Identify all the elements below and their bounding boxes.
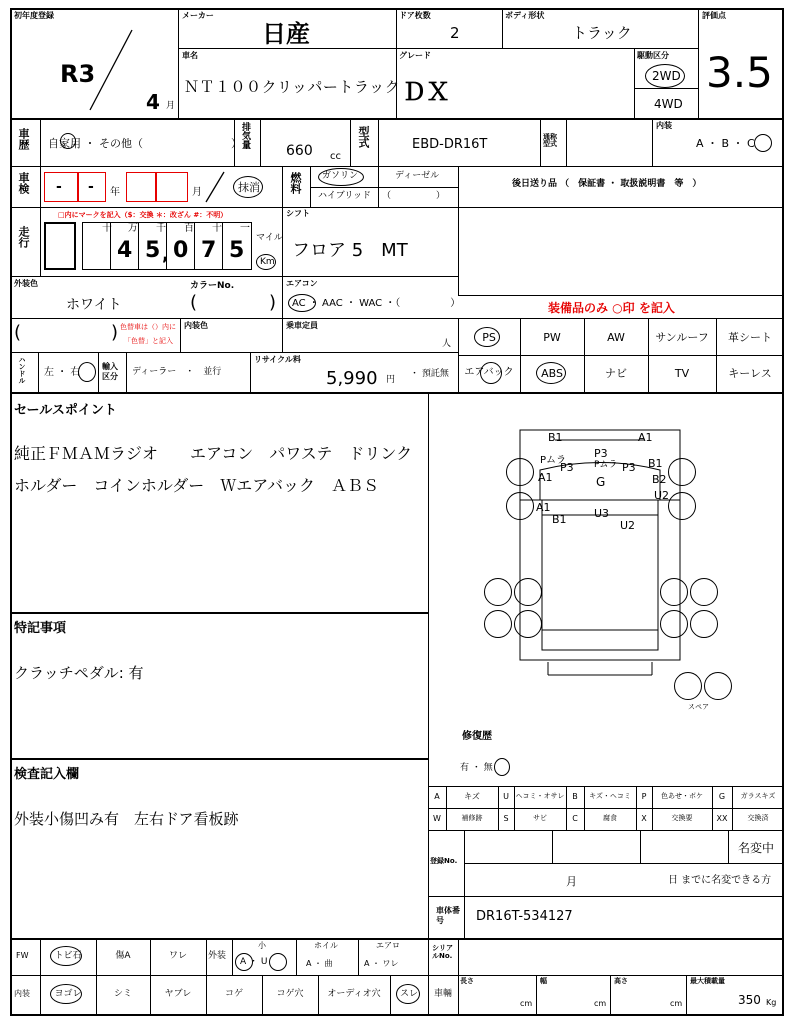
drive-4wd: 4WD bbox=[654, 97, 683, 111]
handle-label: ハンドル bbox=[18, 356, 26, 384]
wheel-circle bbox=[484, 578, 512, 606]
int-label: 内装 bbox=[14, 989, 30, 998]
displacement-label: 排気量 bbox=[240, 122, 250, 149]
damage-mark: Pムラ bbox=[594, 460, 618, 470]
type-label: 型式 bbox=[357, 126, 370, 148]
wheel-circle bbox=[514, 610, 542, 638]
color-change-parens: ( ) bbox=[14, 322, 119, 343]
aero-opts: A ・ ワレ bbox=[364, 959, 399, 968]
fuel-gasoline: ガソリン bbox=[322, 171, 359, 181]
color-change-note: 「色替」と記入 bbox=[124, 337, 173, 345]
special-notes-text: クラッチペダル: 有 bbox=[14, 664, 144, 682]
int-item: スレ bbox=[399, 989, 418, 999]
ext-small: 小 bbox=[258, 941, 266, 950]
load-label: 最大積載量 bbox=[690, 977, 725, 985]
chassis-number: DR16T-534127 bbox=[476, 909, 573, 924]
fw-item: ワレ bbox=[168, 951, 187, 961]
legend-code: S bbox=[503, 814, 509, 823]
first-reg-label: 初年度登録 bbox=[14, 11, 54, 20]
fw-item: トビ石 bbox=[54, 951, 82, 961]
wheel-circle bbox=[660, 610, 688, 638]
circle-mark bbox=[494, 758, 510, 776]
damage-mark: B1 bbox=[548, 431, 563, 444]
repair-label: 修復歴 bbox=[462, 731, 492, 742]
ac-options: AC ・ AAC ・ WAC ・（ ） bbox=[292, 298, 461, 309]
mileage-label: 走行 bbox=[17, 226, 30, 248]
spare-label: スペア bbox=[688, 703, 709, 711]
legend-code: B bbox=[572, 792, 578, 801]
equip-sunroof: サンルーフ bbox=[655, 331, 709, 344]
size-label: 車輛 bbox=[434, 989, 453, 999]
wheel-circle bbox=[668, 458, 696, 486]
name-change: 名変中 bbox=[738, 841, 775, 855]
ext-small-opts: A ・ U bbox=[240, 957, 268, 967]
inspection-month-suffix: 月 bbox=[192, 187, 202, 198]
repair-value: 有 ・ 無 bbox=[460, 763, 493, 773]
damage-mark: A1 bbox=[638, 431, 653, 444]
load-value: 350 bbox=[738, 993, 761, 1007]
damage-mark: A1 bbox=[536, 501, 551, 514]
equip-pw: PW bbox=[543, 331, 561, 344]
equip-airbag: エアバック bbox=[464, 367, 514, 378]
unit-label: 千 bbox=[156, 223, 166, 234]
chassis-label: 車体番号 bbox=[436, 906, 460, 925]
equip-keyless: キーレス bbox=[728, 367, 772, 380]
import-label: 輸入区分 bbox=[102, 362, 118, 381]
grade: ＤＸ bbox=[402, 78, 450, 106]
wheel-circle bbox=[506, 492, 534, 520]
damage-mark: A1 bbox=[538, 471, 553, 484]
inspector-notes-text: 外装小傷凹み有 左右ドア看板跡 bbox=[14, 810, 239, 828]
wheel-circle bbox=[660, 578, 688, 606]
first-reg-era: R3 bbox=[60, 60, 96, 88]
damage-mark: P3 bbox=[622, 461, 636, 474]
color-no-label: カラーNo. bbox=[190, 281, 235, 291]
damage-mark: U3 bbox=[594, 507, 610, 520]
equip-ps: PS bbox=[482, 331, 496, 344]
equip-abs: ABS bbox=[541, 367, 563, 380]
drive-2wd: 2WD bbox=[652, 69, 681, 83]
car-name: ＮＴ１００クリッパートラック bbox=[184, 78, 401, 96]
history-label: 車歴 bbox=[17, 128, 30, 150]
interior-scale: A ・ B ・ C bbox=[696, 137, 755, 150]
damage-mark: U2 bbox=[654, 489, 670, 502]
mileage-note: □内にマークを記入（$：交換 ＊：改ざん #：不明） bbox=[58, 211, 228, 219]
aero-label: エアロ bbox=[376, 941, 400, 950]
fuel-other: （ ） bbox=[382, 191, 446, 201]
sales-points-line: 純正ＦＭＡＭラジオ エアコン パワステ ドリンク bbox=[14, 444, 413, 463]
ext-label: 外装 bbox=[208, 951, 227, 961]
legend-code: P bbox=[641, 792, 647, 801]
doors-label: ドア枚数 bbox=[399, 11, 431, 20]
legend-code: U bbox=[503, 792, 509, 801]
damage-mark: B1 bbox=[648, 457, 663, 470]
serial-label: シリアルNo. bbox=[432, 944, 453, 961]
wheel-circle bbox=[506, 458, 534, 486]
fuel-hybrid: ハイブリッド bbox=[318, 191, 372, 201]
unit-label: 百 bbox=[184, 223, 194, 234]
int-item: オーディオ穴 bbox=[327, 989, 381, 999]
color-no-parens: ( ) bbox=[190, 292, 277, 313]
damage-mark: P3 bbox=[560, 461, 574, 474]
sales-points-title: セールスポイント bbox=[14, 403, 117, 418]
inspection-year-suffix: 年 bbox=[110, 187, 120, 198]
legend-code: X bbox=[641, 814, 647, 823]
legend-desc: 腐食 bbox=[603, 814, 617, 822]
int-item: コゲ bbox=[224, 989, 243, 999]
km-label: Km bbox=[260, 257, 275, 267]
mileage-digit: 0 bbox=[173, 238, 189, 263]
cm-unit: cm bbox=[520, 999, 533, 1008]
damage-mark: G bbox=[596, 475, 606, 489]
legend-code: A bbox=[434, 792, 440, 801]
wheel-opts: A ・ 曲 bbox=[306, 959, 333, 968]
damage-mark: U2 bbox=[620, 519, 636, 532]
inspection-expired: 抹消 bbox=[238, 181, 260, 194]
spare-wheel-circle bbox=[704, 672, 732, 700]
damage-mark: B2 bbox=[652, 473, 667, 486]
body-type: トラック bbox=[572, 24, 632, 42]
interior-color-label: 内装色 bbox=[184, 321, 208, 330]
reg-day-note: 日 までに名変できる方 bbox=[668, 875, 772, 886]
wheel-circle bbox=[690, 578, 718, 606]
interior-label: 内装 bbox=[656, 121, 672, 130]
inspector-notes-title: 検査記入欄 bbox=[14, 767, 80, 782]
legend-code: C bbox=[572, 814, 578, 823]
displacement-unit: cc bbox=[330, 151, 341, 162]
legend-desc: 交換済 bbox=[747, 814, 769, 822]
grade-score: 3.5 bbox=[706, 48, 773, 97]
recycle-unit: 円 bbox=[386, 375, 396, 385]
mileage-digit: 5 bbox=[229, 238, 245, 263]
recycle-label: リサイクル料 bbox=[254, 355, 301, 364]
maker: 日産 bbox=[262, 20, 310, 48]
body-label: ボディ形状 bbox=[505, 11, 545, 20]
circle-mark bbox=[396, 984, 420, 1004]
car-name-label: 車名 bbox=[182, 51, 198, 60]
damage-mark: P3 bbox=[594, 447, 608, 460]
spare-wheel-circle bbox=[674, 672, 702, 700]
grade-score-label: 評価点 bbox=[702, 11, 726, 20]
damage-mark: Pムラ bbox=[540, 455, 567, 466]
legend-desc: ヘコミ・オサレ bbox=[515, 792, 565, 800]
int-item: ヨゴレ bbox=[54, 989, 82, 999]
legend-desc: ガラスキズ bbox=[740, 792, 776, 800]
fuel-diesel: ディーゼル bbox=[395, 171, 440, 181]
legend-desc: 色あせ・ボケ bbox=[661, 792, 703, 800]
later-docs: 後日送り品 （ 保証書 ・ 取扱説明書 等 ） bbox=[512, 179, 702, 189]
equip-title: 装備品のみ ○印 を記入 bbox=[548, 301, 675, 315]
common-type-label: 通称型式 bbox=[543, 133, 557, 148]
fw-label: FW bbox=[16, 951, 29, 960]
equip-navi: ナビ bbox=[605, 367, 627, 380]
ext-color: ホワイト bbox=[66, 297, 122, 313]
int-item: シミ bbox=[113, 989, 132, 999]
int-item: ヤブレ bbox=[164, 989, 192, 999]
wheel-circle bbox=[668, 492, 696, 520]
legend-desc: キズ・ヘコミ bbox=[589, 792, 631, 800]
legend-desc: 交換要 bbox=[671, 814, 693, 822]
unit-label: 十 bbox=[212, 223, 222, 234]
reg-label: 登録No. bbox=[430, 857, 458, 865]
cm-unit: cm bbox=[670, 999, 683, 1008]
capacity-label: 乗車定員 bbox=[286, 321, 318, 330]
legend-code: G bbox=[718, 792, 726, 801]
int-item: コゲ穴 bbox=[276, 989, 304, 999]
circle-mark bbox=[50, 946, 82, 966]
mileage-digit: 7 bbox=[201, 238, 217, 263]
first-reg-month-suffix: 月 bbox=[166, 101, 176, 111]
deposit-note: ・ 預託無 bbox=[410, 369, 449, 379]
capacity-unit: 人 bbox=[442, 339, 452, 349]
model-type: EBD-DR16T bbox=[412, 137, 488, 152]
wheel-circle bbox=[514, 578, 542, 606]
legend-desc: 補修跡 bbox=[461, 814, 483, 822]
handle-value: 左 ・ 右 bbox=[44, 367, 81, 378]
inspection-label: 車検 bbox=[17, 172, 30, 194]
recycle-amount: 5,990 bbox=[326, 368, 378, 389]
import-value: ディーラー ・ 並行 bbox=[132, 367, 222, 377]
ac-label: エアコン bbox=[286, 279, 318, 288]
mileage-comma: , bbox=[162, 244, 169, 265]
doors: 2 bbox=[450, 24, 460, 42]
legend-code: W bbox=[433, 814, 441, 823]
length-label: 長さ bbox=[460, 977, 474, 985]
grade-label: グレード bbox=[399, 51, 431, 60]
inspection-dash: - bbox=[56, 179, 62, 195]
legend-desc: キズ bbox=[464, 792, 480, 801]
equip-aw: AW bbox=[607, 331, 625, 344]
inspection-dash: - bbox=[88, 179, 94, 195]
unit-label: 十 bbox=[102, 223, 112, 234]
circle-mark bbox=[235, 953, 253, 971]
wheel-circle bbox=[484, 610, 512, 638]
mile-label: マイル bbox=[256, 233, 283, 243]
unit-label: 一 bbox=[240, 223, 250, 234]
mileage-digit: 5 bbox=[145, 238, 161, 263]
displacement: 660 bbox=[286, 143, 313, 159]
height-label: 高さ bbox=[614, 977, 628, 985]
history-options: 自家用 ・ その他（ ） bbox=[48, 137, 242, 150]
wheel-label: ホイル bbox=[314, 941, 338, 950]
fw-item: 傷A bbox=[115, 951, 131, 961]
width-label: 幅 bbox=[540, 977, 547, 985]
shift: フロア 5 MT bbox=[292, 240, 408, 261]
circle-mark bbox=[269, 953, 287, 971]
equip-tv: TV bbox=[674, 367, 690, 380]
drive-label: 駆動区分 bbox=[637, 51, 669, 60]
legend-desc: サビ bbox=[533, 814, 547, 822]
special-notes-title: 特記事項 bbox=[14, 621, 67, 636]
ext-color-label: 外装色 bbox=[14, 279, 38, 288]
shift-label: シフト bbox=[286, 209, 310, 218]
load-unit: Kg bbox=[766, 998, 777, 1007]
color-change-note: 色替車は（）内に bbox=[120, 323, 176, 331]
first-reg-month: 4 bbox=[146, 90, 160, 114]
fuel-label: 燃料 bbox=[289, 172, 302, 194]
wheel-circle bbox=[690, 610, 718, 638]
equip-leather: 革シート bbox=[728, 331, 772, 344]
unit-label: 万 bbox=[128, 223, 138, 234]
maker-label: メーカー bbox=[182, 11, 214, 20]
damage-mark: B1 bbox=[552, 513, 567, 526]
cm-unit: cm bbox=[594, 999, 607, 1008]
reg-month-suffix: 月 bbox=[566, 875, 577, 888]
circle-mark bbox=[50, 984, 82, 1004]
mileage-digit: 4 bbox=[117, 238, 133, 263]
sales-points-line: ホルダー コインホルダー Ｗエアバック ＡＢＳ bbox=[14, 476, 379, 495]
legend-code: XX bbox=[716, 814, 728, 823]
